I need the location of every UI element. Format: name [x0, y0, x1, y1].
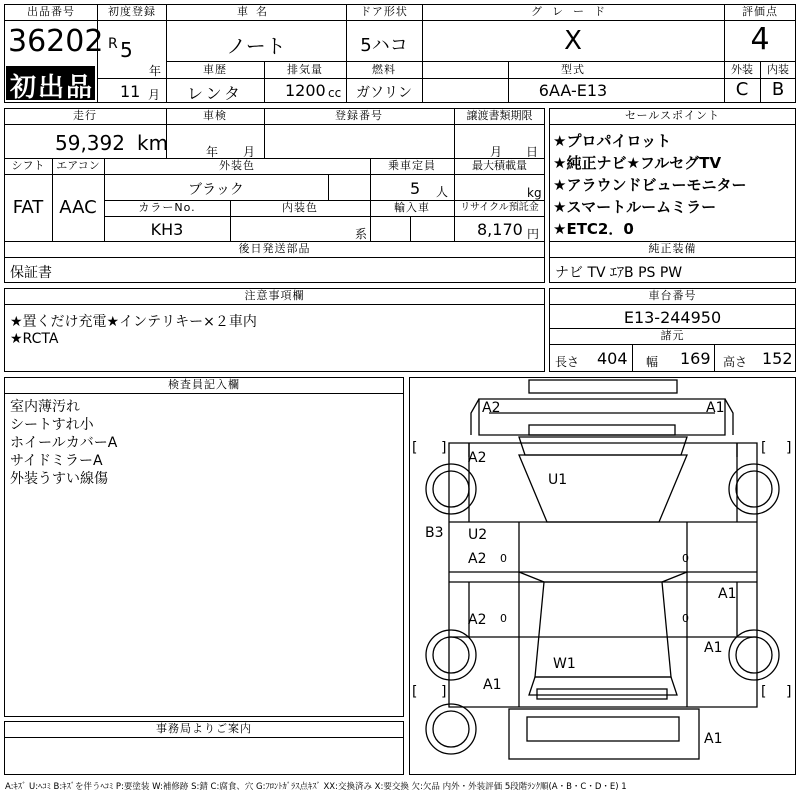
bracket-close-1: ]: [441, 440, 447, 456]
history-value: レンタ: [187, 84, 243, 103]
bracket-close-2: ]: [786, 440, 792, 456]
capacity-label: 乗車定員: [388, 159, 436, 172]
inspector-line-4: サイドミラーA: [10, 453, 103, 469]
first-reg-label: 初度登録: [108, 5, 156, 18]
transfer-docs-label: 譲渡書類期限: [466, 109, 533, 122]
import-label: 輸入車: [394, 201, 430, 214]
height-value: 152: [762, 349, 793, 368]
sales-points-label: セールスポイント: [624, 109, 720, 122]
car-diagram: [409, 377, 796, 775]
shift-value: FAT: [12, 197, 44, 218]
mark-left-front-door: A2: [468, 551, 487, 567]
model-value: 6AA-E13: [538, 81, 608, 100]
sales-point-3: ★アラウンドビューモニター: [553, 176, 747, 194]
exterior-label: 外装: [731, 63, 753, 76]
int-color-unit: 系: [355, 227, 368, 241]
recycle-label: リサイクル預託金: [460, 202, 539, 213]
car-name-label: 車名: [237, 5, 275, 18]
model-label: 型式: [561, 63, 585, 76]
displacement-unit: cc: [328, 86, 342, 100]
inspection-label: 車検: [203, 109, 227, 122]
mileage-label: 走行: [73, 109, 97, 122]
score-value: 4: [750, 22, 770, 57]
sales-point-1: ★プロパイロット: [553, 132, 672, 150]
front-panel-outline: [479, 399, 725, 435]
bracket-open-2: [: [761, 440, 767, 456]
year-unit: 年: [149, 64, 162, 78]
max-load-unit: kg: [527, 186, 542, 200]
chassis-value: E13-244950: [623, 308, 722, 327]
inspection-month-unit: 月: [243, 145, 256, 159]
month-unit: 月: [148, 88, 161, 102]
mark-roof: U1: [548, 472, 568, 488]
office-label: 事務局よりご案内: [156, 722, 252, 735]
front-bumper-outline: [529, 380, 677, 393]
zero-mark-4: 0: [682, 612, 689, 625]
bracket-close-4: ]: [786, 684, 792, 700]
mileage-unit: km: [137, 131, 169, 155]
equipment-label: 純正装備: [648, 242, 697, 255]
zero-mark-2: 0: [500, 612, 507, 625]
color-no-label: カラーNo.: [138, 201, 196, 214]
zero-mark-3: 0: [682, 552, 689, 565]
color-no-value: KH3: [150, 220, 184, 239]
bracket-open-1: [: [412, 440, 418, 456]
displacement-label: 排気量: [287, 63, 323, 76]
interior-label: 内装: [767, 63, 789, 76]
inspection-year-unit: 年: [206, 145, 219, 159]
history-label: 車歴: [203, 63, 227, 76]
zero-mark-1: 0: [500, 552, 507, 565]
exterior-grade: C: [735, 79, 749, 100]
inspector-label: 検査員記入欄: [168, 378, 240, 391]
reg-number-label: 登録番号: [335, 109, 383, 122]
displacement-value: 1200: [285, 81, 326, 100]
ac-value: AAC: [59, 197, 97, 218]
capacity-value: 5: [410, 179, 421, 198]
notes-line-1: ★置くだけ充電★インテリキー×２車内: [10, 314, 257, 330]
bracket-open-4: [: [761, 684, 767, 700]
lot-number-label: 出品番号: [27, 5, 75, 18]
notes-line-2: ★RCTA: [10, 331, 59, 347]
width-value: 169: [680, 349, 711, 368]
ac-label: エアコン: [56, 159, 100, 172]
width-label: 幅: [646, 355, 659, 369]
mark-right-rear-quarter: A1: [704, 640, 723, 656]
sales-point-5: ★ETC2．0: [553, 220, 634, 238]
sales-point-4: ★スマートルームミラー: [553, 198, 717, 216]
capacity-unit: 人: [436, 185, 449, 199]
first-listing-text: 初出品: [10, 73, 95, 103]
length-label: 長さ: [555, 355, 580, 369]
roof-outline: [519, 455, 687, 522]
score-label: 評価点: [742, 5, 778, 18]
recycle-unit: 円: [527, 227, 540, 241]
transfer-month-unit: 月: [490, 145, 503, 159]
length-value: 404: [597, 349, 628, 368]
mark-right-front-door: A1: [718, 586, 737, 602]
sales-point-2: ★純正ナビ★フルセグTV: [553, 154, 722, 172]
later-parts-value: 保証書: [10, 265, 52, 281]
grade-value: X: [564, 26, 582, 56]
int-color-label: 内装色: [282, 201, 318, 214]
mark-front-left: A2: [482, 400, 501, 416]
rear-bumper-outline: [537, 689, 667, 699]
chassis-label: 車台番号: [648, 289, 697, 302]
inspector-line-3: ホイールカバーA: [10, 435, 118, 451]
windshield-outline: [519, 437, 687, 455]
interior-grade: B: [771, 79, 785, 100]
mileage-value: 59,392: [55, 131, 125, 155]
legend-text: A:ｷｽﾞ U:ﾍｺﾐ B:ｷｽﾞを伴うﾍｺﾐ P:要塗装 W:補修跡 S:錆 C:腐食、穴 G:ﾌﾛﾝﾄｶﾞﾗｽ点ｷｽﾞ XX:交換済み X:要交換 欠:欠品 内外・外装評価 5段階ﾗﾝｸ順(A・B・C・D・E) 1: [5, 782, 627, 792]
bracket-close-3: ]: [441, 684, 447, 700]
height-label: 高さ: [723, 355, 748, 369]
mark-rear-window: W1: [553, 656, 576, 672]
first-reg-month: 11: [120, 82, 141, 101]
ext-color-value: ブラック: [188, 182, 244, 198]
grade-label: グレード: [531, 5, 615, 18]
door-shape: 5ハコ: [360, 35, 408, 56]
inspector-line-1: 室内薄汚れ: [10, 399, 80, 415]
mark-left-front-fender: A2: [468, 450, 487, 466]
transfer-day-unit: 日: [526, 145, 539, 159]
mark-left-rear-quarter: A1: [483, 677, 502, 693]
mark-rear-left: B3: [425, 525, 444, 541]
max-load-label: 最大積載量: [472, 159, 527, 172]
bracket-open-3: [: [412, 684, 418, 700]
lot-number: 36202: [8, 24, 104, 59]
recycle-value: 8,170: [477, 220, 523, 239]
inspector-line-5: 外装うすい線傷: [10, 471, 108, 487]
mark-left-rear-door: A2: [468, 612, 487, 628]
door-label: ドア形状: [360, 5, 408, 18]
ext-color-label: 外装色: [219, 159, 255, 172]
later-parts-label: 後日発送部品: [238, 242, 311, 255]
car-name: ノート: [226, 34, 286, 58]
fuel-label: 燃料: [372, 63, 396, 76]
body-outline: [449, 443, 757, 707]
mark-front-right: A1: [706, 400, 725, 416]
era: R: [108, 36, 118, 52]
equipment-value: ナビ TV ｴｱB PS PW: [555, 265, 683, 281]
mark-left-front-door-u: U2: [468, 527, 488, 543]
first-reg-year: 5: [120, 38, 133, 62]
mark-rear-bumper: A1: [704, 731, 723, 747]
inspector-line-2: シートすれ小: [10, 417, 94, 433]
specs-label: 諸元: [660, 329, 685, 342]
fuel-value: ガソリン: [356, 85, 412, 101]
shift-label: シフト: [11, 159, 45, 172]
notes-label: 注意事項欄: [244, 289, 305, 302]
